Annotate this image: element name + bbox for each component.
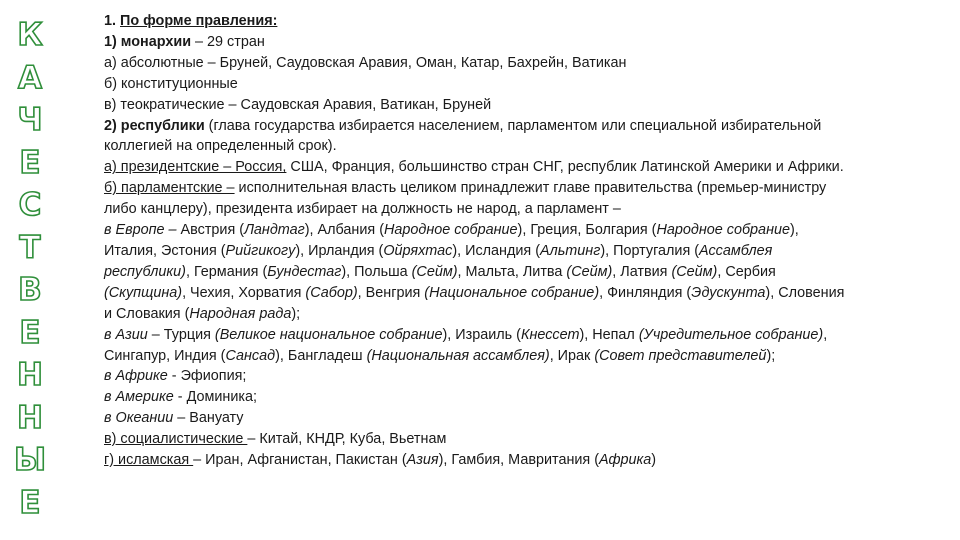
- text-run: Италия, Эстония (: [104, 242, 226, 259]
- text-run: );: [291, 305, 301, 322]
- text-run: , Финляндия (: [599, 284, 692, 301]
- text-run: , Латвия: [612, 263, 672, 280]
- text-line: [104, 429, 944, 450]
- text-line: [104, 387, 944, 408]
- text-line: [104, 136, 944, 157]
- text-run: Ойряхтас: [383, 242, 453, 259]
- side-letter: Е: [19, 314, 41, 351]
- text-run: Австрия (: [176, 222, 245, 239]
- text-run: (Сейм): [566, 263, 613, 280]
- text-line: [104, 346, 944, 367]
- text-run: и Словакия (: [104, 305, 190, 322]
- side-letter: А: [18, 59, 42, 96]
- text-run: Эдускунта: [691, 284, 766, 301]
- text-run: , Сербия: [717, 263, 776, 280]
- text-run: - Эфиопия;: [167, 368, 247, 385]
- text-run: 1.: [104, 13, 120, 29]
- side-letter: К: [17, 17, 43, 53]
- text-line: [104, 74, 944, 95]
- text-line: [104, 325, 944, 346]
- text-line: [104, 157, 944, 178]
- side-vertical-title: [8, 14, 52, 524]
- side-letter: Ч: [17, 102, 43, 138]
- text-line: [104, 408, 944, 429]
- text-run: ), Албания (: [304, 222, 385, 239]
- text-run: в Азии: [104, 326, 148, 343]
- text-run: Народное собрание: [384, 222, 518, 239]
- text-run: либо канцлеру), президента избирает на должность не народ, а парламент –: [104, 201, 621, 218]
- text-run: ), Словения: [765, 284, 845, 301]
- text-run: (Сабор): [305, 284, 358, 301]
- side-letter: С: [18, 187, 42, 223]
- text-run: ),: [790, 222, 799, 239]
- text-run: в) социалистические: [104, 431, 248, 448]
- text-run: ), Непал: [579, 326, 639, 343]
- text-run: 2) республики: [104, 117, 205, 134]
- text-line: [104, 178, 944, 199]
- text-run: ), Греция, Болгария (: [517, 222, 657, 239]
- text-run: а) абсолютные – Бруней, Саудовская Аравия, Оман, Катар, Бахрейн, Ватикан: [104, 54, 627, 71]
- text-run: б) конституционные: [104, 75, 238, 92]
- text-run: ), Ирландия (: [295, 242, 384, 259]
- text-run: в Европе –: [104, 222, 177, 239]
- text-run: - Доминика;: [173, 389, 258, 406]
- text-run: (Сейм): [411, 263, 458, 280]
- text-line: [104, 199, 944, 220]
- text-run: США, Франция, большинство стран СНГ, республик Латинской Америки и Африки.: [286, 159, 844, 176]
- text-run: (Скупщина): [104, 284, 183, 301]
- text-run: По форме правления:: [120, 13, 278, 29]
- side-letter: В: [18, 272, 42, 308]
- side-letter: Е: [19, 484, 41, 521]
- side-letter: Ы: [13, 442, 47, 478]
- text-run: ), Израиль (: [442, 326, 521, 343]
- text-run: – Турция: [147, 326, 215, 343]
- side-letter: Н: [17, 399, 43, 436]
- text-run: монархии: [120, 33, 192, 50]
- text-run: 1): [104, 33, 121, 50]
- text-run: Ассамблея: [699, 242, 773, 259]
- text-run: – 29 стран: [191, 33, 265, 50]
- text-run: , Венгрия: [357, 284, 425, 301]
- text-run: а) президентские – Россия,: [104, 159, 287, 176]
- text-run: Сингапур, Индия (: [104, 347, 226, 364]
- text-run: ), Польша: [341, 263, 412, 280]
- text-run: б) парламентские –: [104, 180, 235, 197]
- text-run: );: [766, 347, 776, 364]
- side-letter: Т: [19, 229, 41, 266]
- text-run: Народное собрание: [656, 222, 790, 239]
- text-run: (Национальная ассамблея): [366, 347, 550, 364]
- text-line: [104, 220, 944, 241]
- text-run: в Африке: [104, 368, 168, 385]
- text-run: , Мальта, Литва: [457, 263, 567, 280]
- text-run: (Великое национальное собрание: [214, 326, 443, 343]
- text-run: Африка: [599, 452, 652, 469]
- text-run: республики): [104, 263, 186, 280]
- text-run: (глава государства избирается населением, парламентом или специальной избирательной: [204, 117, 822, 134]
- text-run: в) теократические – Саудовская Аравия, Ватикан, Бруней: [104, 96, 492, 113]
- text-run: , Германия (: [185, 263, 268, 280]
- text-run: – Вануату: [173, 410, 244, 427]
- text-run: Азия: [406, 452, 439, 469]
- text-run: ,: [823, 326, 828, 343]
- text-run: – Китай, КНДР, Куба, Вьетнам: [247, 431, 447, 448]
- text-run: Рийгикогу: [225, 242, 296, 259]
- text-line: [104, 262, 944, 283]
- text-line: [104, 11, 944, 32]
- text-line: [104, 241, 944, 262]
- text-line: [104, 283, 944, 304]
- text-run: исполнительная власть целиком принадлежит главе правительства (премьер-министру: [234, 180, 827, 197]
- text-run: ), Португалия (: [600, 242, 700, 259]
- text-run: (Сейм): [671, 263, 718, 280]
- side-letter: Н: [17, 357, 43, 393]
- text-run: Бундестаг: [267, 263, 342, 280]
- text-run: (Совет представителей: [594, 347, 767, 364]
- text-run: (Национальное собрание): [424, 284, 600, 301]
- text-run: в Океании: [104, 410, 174, 427]
- text-run: ), Бангладеш: [275, 347, 367, 364]
- text-run: – Иран, Афганистан, Пакистан (: [193, 452, 407, 469]
- text-run: , Ирак: [549, 347, 595, 364]
- text-run: в Америке: [104, 389, 174, 406]
- text-run: , Чехия, Хорватия: [182, 284, 306, 301]
- text-line: [104, 32, 944, 53]
- text-run: Альтинг: [540, 242, 601, 259]
- text-line: [104, 366, 944, 387]
- document-body: [104, 11, 944, 471]
- text-run: ), Исландия (: [452, 242, 541, 259]
- text-line: [104, 95, 944, 116]
- text-line: [104, 450, 944, 471]
- text-run: г) исламская: [104, 452, 194, 469]
- text-run: Ландтаг: [244, 222, 305, 239]
- text-run: ), Гамбия, Мавритания (: [438, 452, 600, 469]
- side-letter: Е: [19, 144, 41, 181]
- text-line: [104, 304, 944, 325]
- text-run: Народная рада: [189, 305, 292, 322]
- text-line: [104, 116, 944, 137]
- text-run: Сансад: [225, 347, 276, 364]
- text-run: ): [651, 452, 657, 469]
- text-run: Кнессет: [520, 326, 580, 343]
- text-run: (Учредительное собрание): [638, 326, 824, 343]
- text-line: [104, 53, 944, 74]
- text-run: коллегией на определенный срок).: [104, 138, 337, 155]
